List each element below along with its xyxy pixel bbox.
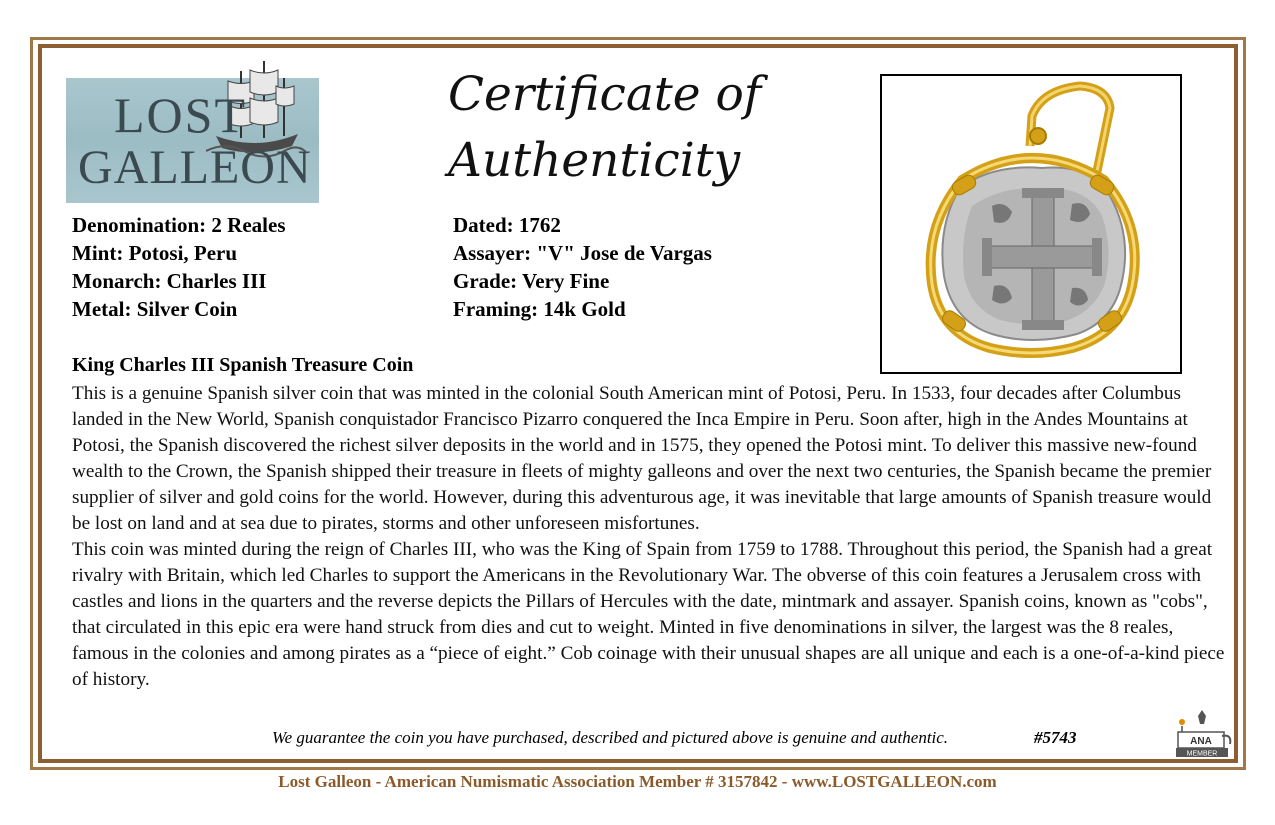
ana-badge-bottom: MEMBER <box>1186 750 1218 758</box>
coin-specs-right <box>453 211 712 323</box>
section-title: King Charles III Spanish Treasure Coin <box>72 354 414 376</box>
description-body <box>72 381 1232 693</box>
footer-membership-line: Lost Galleon - American Numismatic Association Member # 3157842 - www.LOSTGALLEON.com <box>278 772 997 791</box>
ana-member-lamp-icon <box>1170 710 1234 758</box>
certificate-number: #5743 <box>1034 728 1077 747</box>
spec-denomination: Denomination: 2 Reales <box>72 213 286 237</box>
coin-photo-frame <box>880 74 1182 374</box>
spec-monarch: Monarch: Charles III <box>72 269 267 293</box>
spec-framing: Framing: 14k Gold <box>453 297 626 321</box>
spec-metal: Metal: Silver Coin <box>72 297 238 321</box>
ana-badge-top: ANA <box>1190 736 1212 747</box>
description-paragraph-history: This is a genuine Spanish silver coin that was minted in the colonial South American mint of Potosi, Peru. In 1533, four decades after Columbus landed in the New World, Spanish conquistador Francisco Pizarro conquered the Inca Empire in Peru. Soon after, high in the Andes Mountains at Potosi, the Spanish discovered the richest silver deposits in the world and in 1575, they opened the Potosi mint. To deliver this massive new-found wealth to the Crown, the Spanish shipped their treasure in fleets of mighty galleons and over the next two centuries, the Spanish became the premier supplier of silver and gold coins for the world. However, during this adventurous age, it was inevitable that large amounts of Spanish treasure would be lost on land and at sea due to pirates, storms and other unforeseen misfortunes. <box>72 383 1212 534</box>
spec-assayer: Assayer: "V" Jose de Vargas <box>453 241 712 265</box>
logo-text-galleon: GALLEON <box>78 141 312 194</box>
spec-grade: Grade: Very Fine <box>453 269 610 293</box>
certificate-title-line1: Certificate of <box>448 67 762 122</box>
certificate-title <box>448 62 828 194</box>
lost-galleon-logo <box>66 78 319 203</box>
logo-text-lost: LOST <box>114 87 247 143</box>
gold-framed-silver-coin-image <box>882 76 1180 372</box>
spec-mint: Mint: Potosi, Peru <box>72 241 238 265</box>
spec-dated: Dated: 1762 <box>453 213 561 237</box>
description-paragraph-coin: This coin was minted during the reign of Charles III, who was the King of Spain from 1759 to 1788. Throughout this period, the Spanish had a great rivalry with Britain, which led Charles to support the Americans in the Revolutionary War. The obverse of this coin features a Jerusalem cross with castles and lions in the quarters and the reverse depicts the Pillars of Hercules with the date, mintmark and assayer. Spanish coins, known as "cobs", that circulated in this epic era were hand struck from dies and cut to weight. Minted in five denominations in silver, the largest was the 8 reales, famous in the colonies and among pirates as a “piece of eight.” Cob coinage with their unusual shapes are all unique and each is a one-of-a-kind piece of history. <box>72 539 1225 690</box>
guarantee-statement: We guarantee the coin you have purchased, described and pictured above is genuine and authentic. <box>272 728 949 747</box>
coin-specs-left <box>72 211 286 323</box>
certificate-title-line2: Authenticity <box>448 133 741 188</box>
